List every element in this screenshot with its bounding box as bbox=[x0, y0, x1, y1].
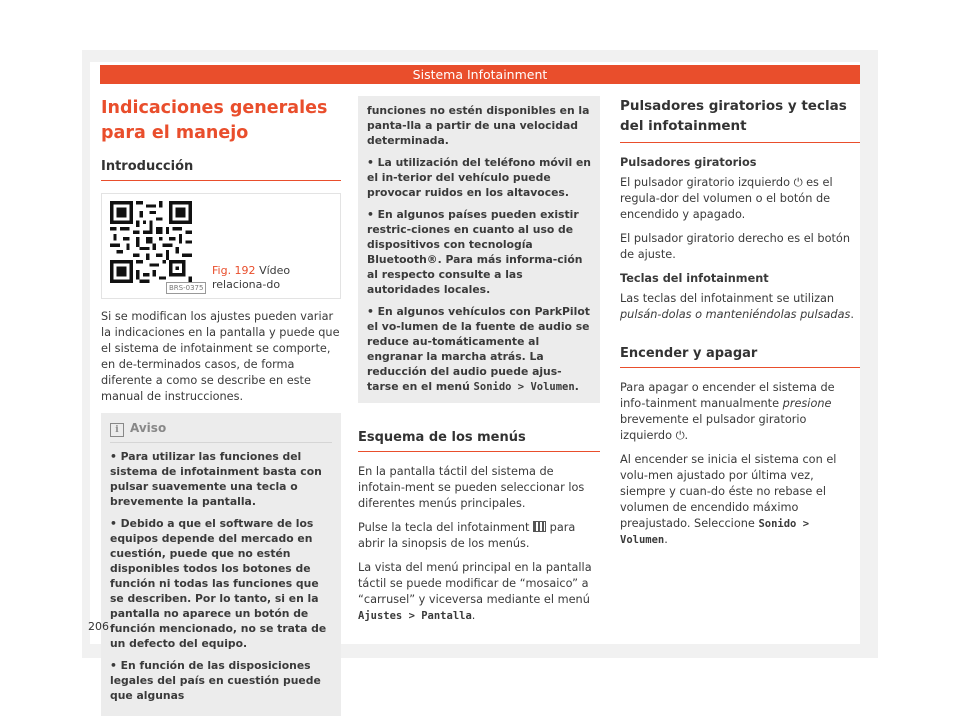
aviso-continuation-box bbox=[358, 96, 600, 403]
text: . bbox=[664, 533, 668, 546]
aviso-heading bbox=[110, 421, 332, 443]
paragraph: El pulsador giratorio derecho es el botón de ajuste. bbox=[620, 232, 850, 261]
section-heading-encender: Encender y apagar bbox=[620, 345, 860, 368]
paragraph bbox=[358, 520, 600, 552]
text: Al encender se inicia el sistema con el volu-men ajustado por última vez, siempre y cuan-do éste no rebase el volumen de encendido máximo preajustado. Seleccione bbox=[620, 453, 837, 530]
aviso-bullet-text: Para utilizar las funciones del sistema de infotainment basta con pulsar suavemente una tecla o brevemente la pantalla. bbox=[110, 450, 322, 508]
aviso-title: Aviso bbox=[130, 421, 167, 435]
menu-grid-icon bbox=[533, 521, 546, 532]
chapter-header: Sistema Infotainment bbox=[100, 65, 860, 84]
page-number: 206 bbox=[88, 620, 109, 633]
aviso-text: funciones no estén disponibles en la panta-lla a partir de una velocidad determinada. bbox=[367, 104, 590, 147]
aviso-bullet-text: En función de las disposiciones legales del país en cuestión puede que algunas bbox=[110, 659, 321, 702]
chapter-title: Indicaciones generales para el manejo bbox=[101, 98, 328, 143]
figure-number: Fig. 192 bbox=[212, 264, 256, 277]
emphasis: presione bbox=[782, 397, 832, 410]
menu-path: Sonido > Volumen bbox=[473, 381, 575, 393]
subheading: Teclas del infotainment bbox=[620, 272, 769, 285]
text: Las teclas del infotainment se utilizan bbox=[620, 292, 835, 305]
aviso-bullet: • En algunos vehículos con ParkPilot el vo-lumen de la fuente de audio se reduce au-tomáticamente al engranar la marcha atrás. La reducción del audio puede ajus-tarse en el menú Sonido > Volumen. bbox=[367, 305, 590, 393]
power-icon: ⏻ bbox=[793, 176, 803, 189]
figure-code: BRS-0375 bbox=[166, 282, 206, 294]
paragraph bbox=[620, 452, 860, 548]
column-2 bbox=[358, 96, 600, 632]
paragraph bbox=[620, 380, 860, 444]
aviso-box bbox=[101, 413, 341, 716]
column-3 bbox=[620, 96, 860, 556]
text: es el regula-dor del volumen o el botón de encendido y apagado. bbox=[620, 176, 833, 221]
text: La vista del menú principal en la pantalla táctil se puede modificar de “mosaico” a “carrusel” y viceversa mediante el menú bbox=[358, 561, 592, 606]
figure-caption-text: Vídeo relaciona-do bbox=[212, 264, 291, 291]
column-1 bbox=[101, 96, 341, 716]
menu-path: Ajustes > Pantalla bbox=[358, 610, 472, 622]
text: brevemente el pulsador giratorio izquierdo bbox=[620, 413, 807, 442]
figure-caption bbox=[212, 264, 340, 292]
info-icon: i bbox=[110, 423, 124, 437]
paragraph bbox=[358, 560, 600, 624]
text: Para apagar o encender el sistema de info-tainment manualmente bbox=[620, 381, 835, 410]
aviso-bullet-text: Debido a que el software de los equipos depende del mercado en cuestión, puede que no estén disponibles todos los botones de función ni todas las funciones que se describen. Por lo tanto, si en la pantalla no aparece un botón de función mencionado, no se trata de un defecto del equipo. bbox=[110, 517, 327, 650]
paragraph: En la pantalla táctil del sistema de infotain-ment se pueden seleccionar los diferentes menús principales. bbox=[358, 465, 585, 510]
text: . bbox=[471, 609, 476, 622]
aviso-bullet: • Debido a que el software de los equipos depende del mercado en cuestión, puede que no estén disponibles todos los botones de función ni todas las funciones que se describen. Por lo tanto, si en la pantalla no aparece un botón de función mencionado, no se trata de un defecto del equipo. bbox=[110, 517, 327, 650]
qr-code-icon[interactable] bbox=[110, 201, 192, 283]
aviso-bullet-text: En algunos países pueden existir restric-ciones en cuanto al uso de dispositivos con tecnología Bluetooth®. Para más informa-ción al respecto consulte a las autoridades locales. bbox=[367, 208, 583, 296]
paragraph bbox=[620, 175, 860, 223]
aviso-bullet: • Para utilizar las funciones del sistema de infotainment basta con pulsar suavemente una tecla o brevemente la pantalla. bbox=[110, 450, 322, 508]
text: para abrir la sinopsis de los menús. bbox=[358, 521, 576, 550]
text: . bbox=[684, 429, 689, 442]
aviso-bullet: • En algunos países pueden existir restric-ciones en cuanto al uso de dispositivos con tecnología Bluetooth®. Para más informa-ción al respecto consulte a las autoridades locales. bbox=[367, 208, 583, 296]
menu-path: Sonido > Volumen bbox=[620, 518, 810, 546]
aviso-bullet: • La utilización del teléfono móvil en el in-terior del vehículo puede provocar ruidos en los altavoces. bbox=[367, 156, 591, 199]
section-heading-esquema: Esquema de los menús bbox=[358, 429, 600, 452]
aviso-bullet: • En función de las disposiciones legales del país en cuestión puede que algunas bbox=[110, 659, 321, 702]
emphasis: pulsán-dolas o manteniéndolas pulsadas bbox=[620, 308, 851, 321]
intro-paragraph: Si se modifican los ajustes pueden variar la indicaciones en la pantalla y puede que el sistema de infotainment se comporte, en de-terminados casos, de forma diferente a como se describe en este manual de instrucciones. bbox=[101, 310, 340, 403]
power-icon: ⏻ bbox=[675, 429, 685, 442]
aviso-bullet-text: En algunos vehículos con ParkPilot el vo-lumen de la fuente de audio se reduce au-tomáticamente al engranar la marcha atrás. La reducción del audio puede ajus-tarse en el menú bbox=[367, 305, 590, 393]
subheading: Pulsadores giratorios bbox=[620, 156, 757, 169]
text: Pulse la tecla del infotainment bbox=[358, 521, 534, 534]
text: . bbox=[850, 308, 854, 321]
figure-192 bbox=[101, 193, 341, 299]
text: El pulsador giratorio izquierdo bbox=[620, 176, 794, 189]
section-heading-pulsadores: Pulsadores giratorios y teclas del infotainment bbox=[620, 96, 860, 143]
paragraph bbox=[620, 291, 860, 323]
section-heading-introduccion: Introducción bbox=[101, 158, 341, 181]
aviso-bullet-text: La utilización del teléfono móvil en el in-terior del vehículo puede provocar ruidos en los altavoces. bbox=[367, 156, 591, 199]
